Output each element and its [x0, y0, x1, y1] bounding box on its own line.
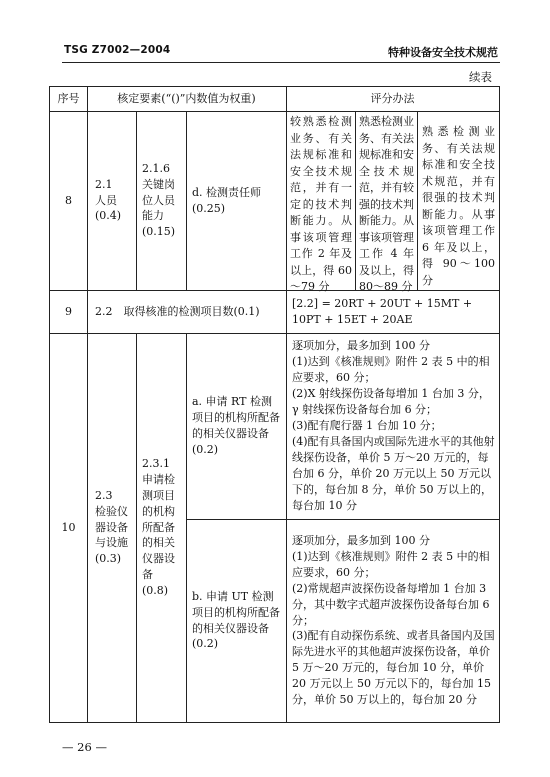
row9-method	[286, 290, 499, 333]
page-number: — 26 —	[62, 740, 107, 754]
row9-item-text: 2.2 取得核准的检测项目数(0.1)	[95, 304, 260, 318]
col-header-item: 核定要素(“()”内数值为权重)	[117, 92, 256, 106]
row8-grade-1: 较熟悉检测业务、有关法规标准和安全技术规范，并有一定的技术判断能力。从事该项管理工作 2 年及以上，得 60～79 分	[290, 115, 352, 293]
row8-grade-2: 熟悉检测业务、有关法规标准和安全技术规范，并有较强的技术判断能力。从事该项管理工作 4 年及以上，得 80～89 分	[359, 115, 414, 293]
row9-item	[87, 290, 286, 333]
row8-category	[87, 111, 136, 290]
document-series-title: 特种设备安全技术规范	[388, 46, 498, 59]
row10-category-text: 2.3 检验仪器设备与设施 (0.3)	[95, 488, 128, 566]
row10-a-item	[186, 333, 286, 519]
row8-number: 8	[65, 193, 72, 207]
row10-a-item-text: a. 申请 RT 检测项目的机构所配备的相关仪器设备 (0.2)	[192, 395, 280, 456]
row10-b-item-text: b. 申请 UT 检测项目的机构所配备的相关仪器设备 (0.2)	[192, 589, 280, 651]
row9-number: 9	[65, 304, 72, 318]
row10-b-method	[286, 519, 499, 722]
header-rule	[62, 62, 500, 63]
row10-number: 10	[61, 520, 76, 534]
row8-item	[186, 111, 286, 290]
row8-subcategory-text: 2.1.6 关键岗位人员能力 (0.15)	[142, 161, 176, 239]
col-header-no: 序号	[57, 92, 80, 106]
row10-subcategory	[136, 333, 186, 722]
row10-b-item	[186, 519, 286, 722]
row9-method-text: [2.2] = 20RT + 20UT + 15MT + 10PT + 15ET + 20AE	[292, 296, 473, 326]
row8-subcategory	[136, 111, 186, 290]
row8-grade-3: 熟悉检测业务、有关法规标准和安全技术规范，并有很强的技术判断能力。从事该项管理工作 6 年及以上，得 90～100 分	[422, 125, 495, 287]
row10-category	[87, 333, 136, 722]
continued-label: 续表	[469, 70, 492, 84]
row10-subcategory-text: 2.3.1 申请检测项目的机构所配备的相关仪器设备 (0.8)	[142, 456, 175, 598]
col-header-method: 评分办法	[370, 92, 415, 106]
row10-b-method-text: 逐项加分，最多加到 100 分 (1)达到《核准规则》附件 2 表 5 中的相应要求，60 分； (2)常规超声波探伤设备每增加 1 台加 3 分，其中数字式超声波探伤设备每台加 6 分； (3)配有自动探伤系统、或者具备国内及国际先进水平的其他超声波探伤设备，单价 5 万～20 万元的，每台加 10 分，单价 20 万元以上 50 万元以下的，每台加 15 分，单价 50 万以上的，每台加 20 分	[292, 533, 495, 707]
row8-category-text: 2.1 人员 (0.4)	[95, 177, 122, 223]
row10-a-method-text: 逐项加分，最多加到 100 分 (1)达到《核准规则》附件 2 表 5 中的相应要求，60 分； (2)X 射线探伤设备每增加 1 台加 3 分，γ 射线探伤设备每台加 6 分； (3)配有爬行器 1 台加 10 分； (4)配有具备国内或国际先进水平的其他射线探伤设备，单价 5 万～20 万元的，每台加 6 分，单价 20 万元以上 50 万元以下的，每台加 8 分，单价 50 万以上的，每台加 10 分	[292, 339, 495, 512]
standard-code: TSG Z7002—2004	[64, 44, 171, 56]
row10-a-method	[286, 333, 499, 519]
row8-item-text: d. 检测责任师 (0.25)	[192, 185, 262, 215]
scoring-table	[49, 86, 500, 723]
